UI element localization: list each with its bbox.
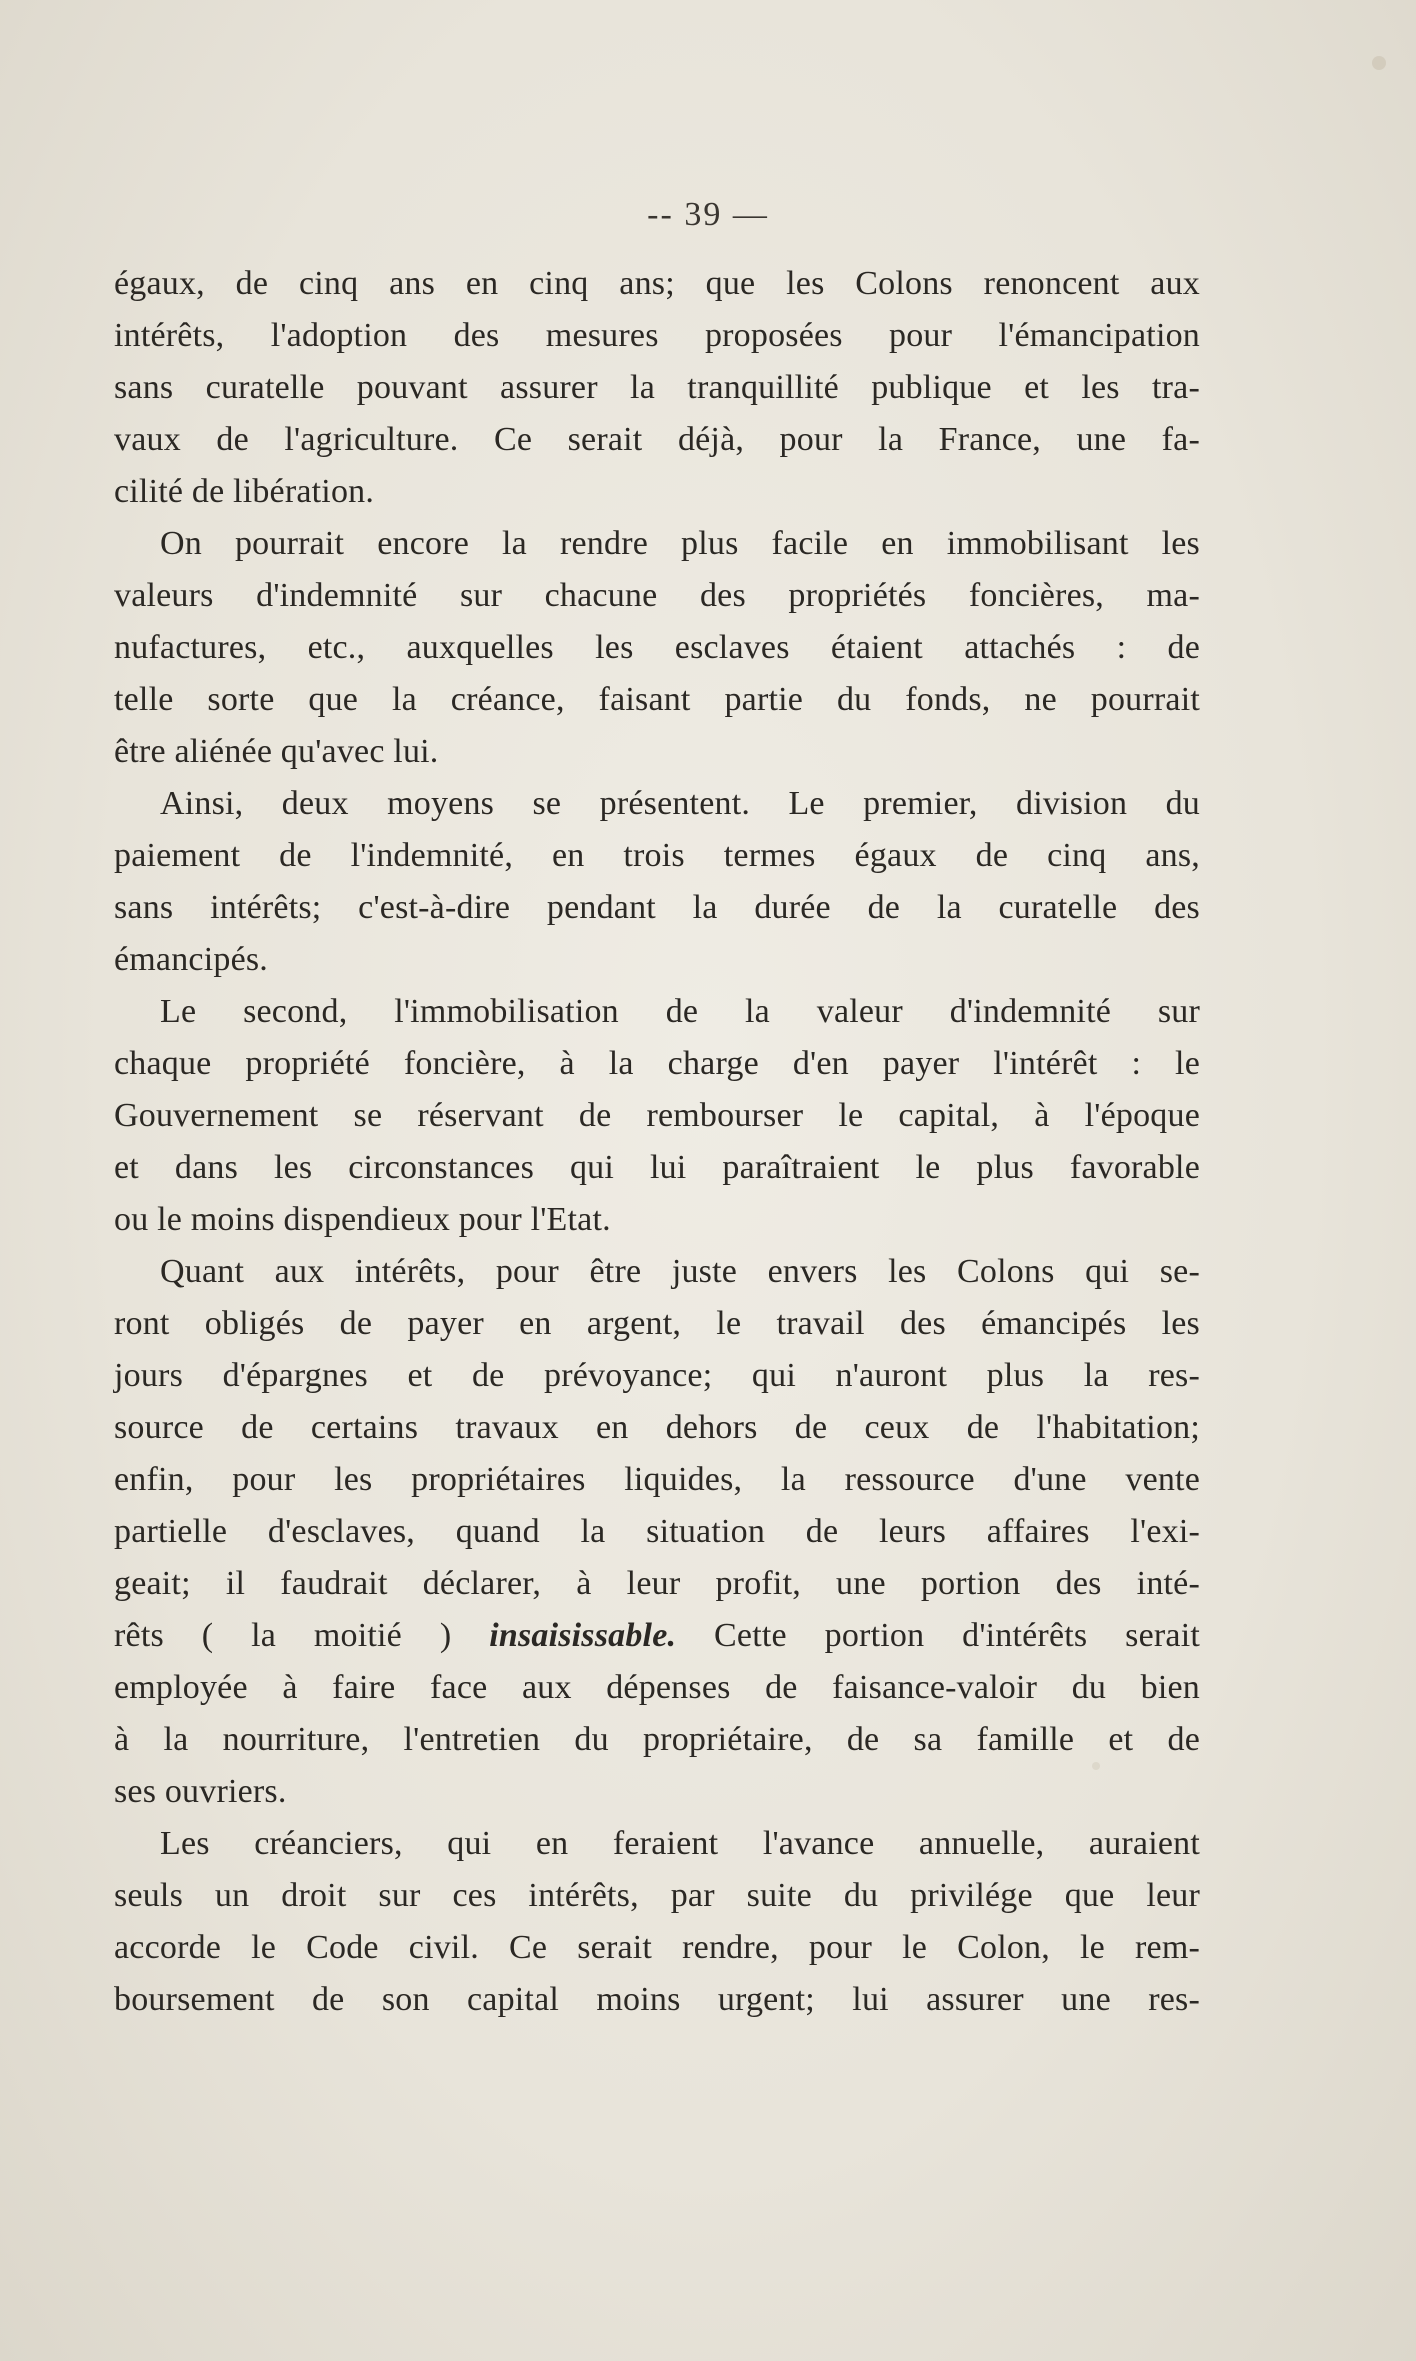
text-line: On pourrait encore la rendre plus facile en immobilisant les <box>160 525 1200 562</box>
text-line: seuls un droit sur ces intérêts, par suite du privilége que leur <box>114 1877 1200 1914</box>
text-line: chaque propriété foncière, à la charge d'en payer l'intérêt : le <box>114 1045 1200 1082</box>
text-line: ront obligés de payer en argent, le travail des émancipés les <box>114 1305 1200 1342</box>
paper-stain <box>1372 56 1386 70</box>
text-line: ses ouvriers. <box>114 1773 287 1810</box>
text-line: sans curatelle pouvant assurer la tranquillité publique et les tra- <box>114 369 1200 406</box>
text-line: Quant aux intérêts, pour être juste envers les Colons qui se- <box>160 1253 1200 1290</box>
text-line: intérêts, l'adoption des mesures proposées pour l'émancipation <box>114 317 1200 354</box>
text-line: nufactures, etc., auxquelles les esclaves étaient attachés : de <box>114 629 1200 666</box>
text-line: valeurs d'indemnité sur chacune des propriétés foncières, ma- <box>114 577 1200 614</box>
text-line: à la nourriture, l'entretien du propriétaire, de sa famille et de <box>114 1721 1200 1758</box>
text-line: telle sorte que la créance, faisant partie du fonds, ne pourrait <box>114 681 1200 718</box>
text-line: être aliénée qu'avec lui. <box>114 733 439 770</box>
text-line: Gouvernement se réservant de rembourser le capital, à l'époque <box>114 1097 1200 1134</box>
text-line: Ainsi, deux moyens se présentent. Le premier, division du <box>160 785 1200 822</box>
text-line: jours d'épargnes et de prévoyance; qui n'auront plus la res- <box>114 1357 1200 1394</box>
text-line: enfin, pour les propriétaires liquides, la ressource d'une vente <box>114 1461 1200 1498</box>
text-line: égaux, de cinq ans en cinq ans; que les Colons renoncent aux <box>114 265 1200 302</box>
text-line: boursement de son capital moins urgent; lui assurer une res- <box>114 1981 1200 2018</box>
emphasized-word: insaisissable. <box>489 1617 677 1654</box>
page-number: -- 39 — <box>647 196 769 233</box>
text-line: accorde le Code civil. Ce serait rendre, pour le Colon, le rem- <box>114 1929 1200 1966</box>
text-line: Le second, l'immobilisation de la valeur d'indemnité sur <box>160 993 1200 1030</box>
text-line: source de certains travaux en dehors de ceux de l'habitation; <box>114 1409 1200 1446</box>
text-line: ou le moins dispendieux pour l'Etat. <box>114 1201 611 1238</box>
text-line: employée à faire face aux dépenses de faisance-valoir du bien <box>114 1669 1200 1706</box>
text-line: geait; il faudrait déclarer, à leur profit, une portion des inté- <box>114 1565 1200 1602</box>
text-line: paiement de l'indemnité, en trois termes égaux de cinq ans, <box>114 837 1200 874</box>
body-text <box>114 258 1200 2026</box>
text-line: rêts ( la moitié ) insaisissable. Cette portion d'intérêts serait <box>114 1617 1200 1654</box>
text-line: cilité de libération. <box>114 473 375 510</box>
text-line: sans intérêts; c'est-à-dire pendant la durée de la curatelle des <box>114 889 1200 926</box>
text-line: et dans les circonstances qui lui paraîtraient le plus favorable <box>114 1149 1200 1186</box>
text-line: vaux de l'agriculture. Ce serait déjà, pour la France, une fa- <box>114 421 1200 458</box>
text-line: partielle d'esclaves, quand la situation de leurs affaires l'exi- <box>114 1513 1200 1550</box>
text-line: émancipés. <box>114 941 268 978</box>
text-line: Les créanciers, qui en feraient l'avance annuelle, auraient <box>160 1825 1200 1862</box>
